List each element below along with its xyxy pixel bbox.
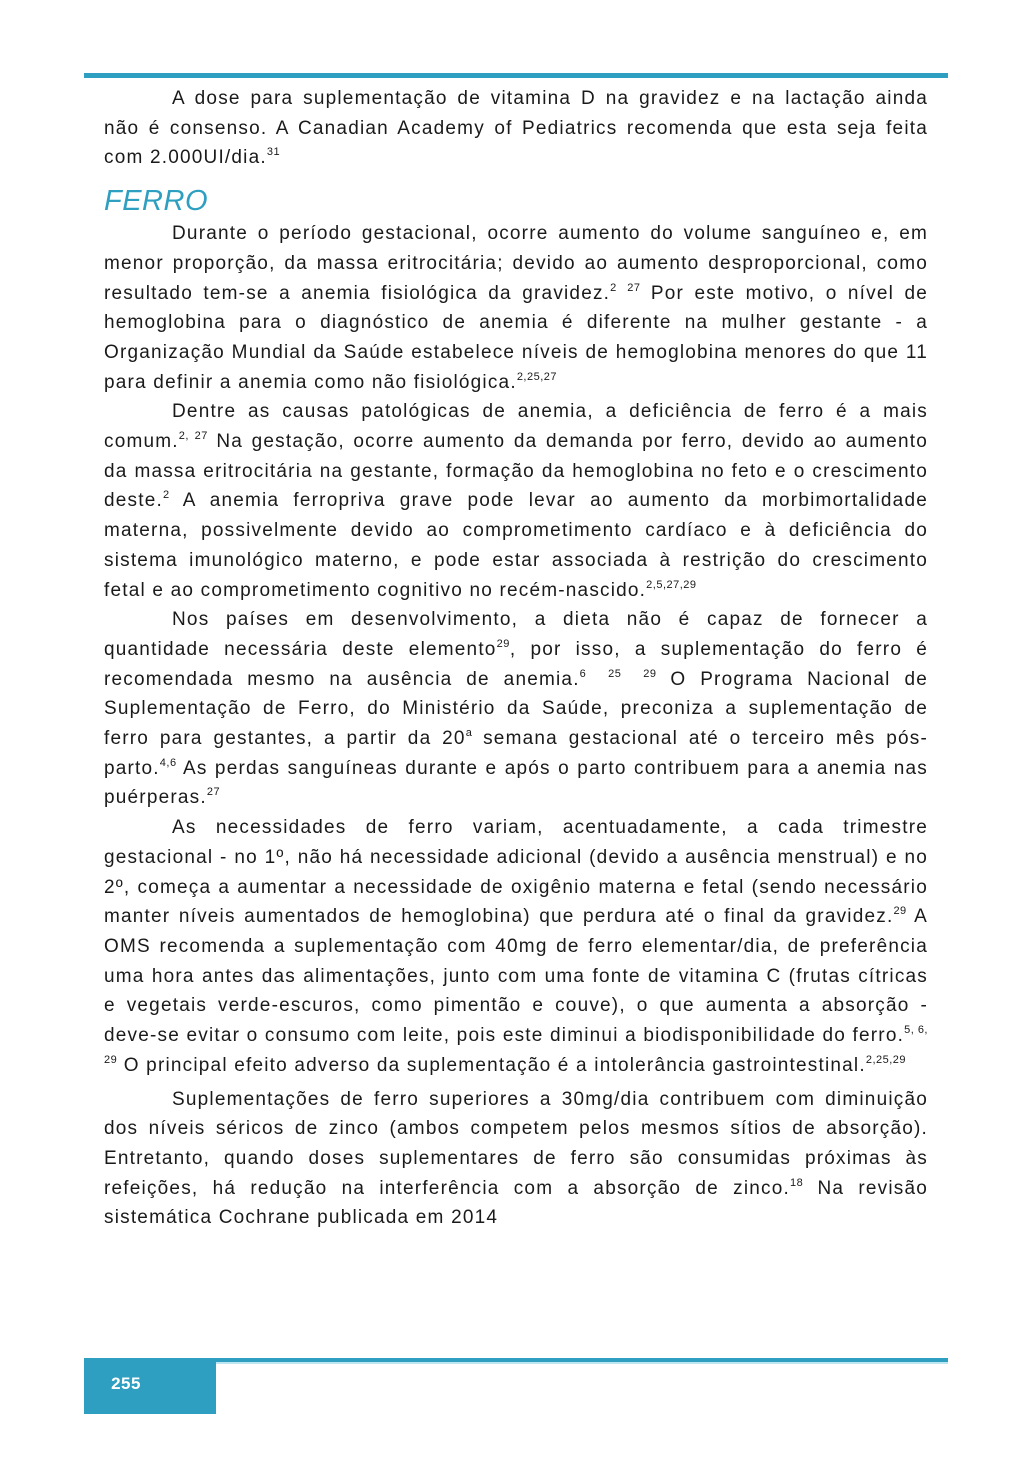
paragraph-2	[104, 397, 928, 605]
intro-paragraph	[104, 84, 928, 173]
paragraph-text: O principal efeito adverso da suplementação é a intolerância gastrointestinal.	[117, 1054, 866, 1076]
citation: 31	[266, 146, 281, 159]
citation: 18	[789, 1176, 804, 1189]
ordinal-indicator: a	[465, 727, 473, 740]
citation: 6 25 29	[579, 667, 657, 680]
header-rule	[84, 73, 948, 78]
paragraph-text: A OMS recomenda a suplementação com 40mg de ferro elementar/dia, de preferência uma hora antes das alimentações, junto com uma fonte de vitamina C (frutas cítricas e vegetais verde-escuros, como pimentão e couve), o que aumenta a absorção - deve-se evitar o consumo com leite, pois este diminui a biodisponibilidade do ferro.	[104, 906, 928, 1047]
citation: 27	[206, 786, 221, 799]
paragraph-text	[617, 283, 627, 304]
citation: 27	[627, 281, 641, 294]
paragraph-text: , por isso, a suplementação do ferro é recomendada mesmo na ausência de anemia.	[104, 638, 928, 690]
footer-rule-highlight	[216, 1362, 948, 1364]
paragraph-text: Na gestação, ocorre aumento da demanda por ferro, devido ao aumento da massa eritrocitária na gestante, formação da hemoglobina no feto e o crescimento deste.	[104, 431, 929, 512]
paragraph-text: As necessidades de ferro variam, acentuadamente, a cada trimestre gestacional - no 1º, não há necessidade adicional (devido a ausência menstrual) e no 2º, começa a aumentar a necessidade de oxigênio materna e fetal (sendo necessário manter níveis aumentados de hemoglobina) que perdura até o final da gravidez.	[104, 817, 928, 928]
page-number-box	[84, 1358, 216, 1414]
paragraph-text: Na revisão sistemática Cochrane publicada em 2014	[104, 1177, 929, 1229]
page-body	[104, 84, 928, 1233]
citation: 29	[893, 905, 907, 918]
paragraph-text: Dentre as causas patológicas de anemia, a deficiência de ferro é a mais comum.	[104, 401, 928, 453]
citation: 2,5,27,29	[646, 578, 697, 591]
citation: 2, 27	[178, 430, 208, 443]
paragraph-5	[104, 1085, 928, 1234]
paragraph-4	[104, 813, 928, 1080]
citation: 2	[162, 489, 170, 502]
page-number: 255	[111, 1374, 141, 1393]
citation: 5, 6, 29	[104, 1024, 928, 1066]
citation: 2,25,29	[865, 1053, 907, 1066]
paragraph-text: semana gestacional até o terceiro mês pós-parto.	[104, 728, 929, 779]
citation: 29	[496, 637, 510, 650]
paragraph-3	[104, 605, 928, 813]
citation: 2,25,27	[516, 370, 558, 383]
section-heading: FERRO	[104, 185, 208, 218]
paragraph-text: A anemia ferropriva grave pode levar ao aumento da morbimortalidade materna, possivelmente devido ao comprometimento cardíaco e à deficiência do sistema imunológico materno, e pode estar associada à restrição do crescimento fetal e ao comprometimento cognitivo no recém-nascido.	[104, 490, 928, 601]
paragraph-text: Durante o período gestacional, ocorre aumento do volume sanguíneo e, em menor proporção, da massa eritrocitária; devido ao aumento desproporcional, como resultado tem-se a anemia fisiológica da gravidez.	[104, 223, 928, 304]
paragraph-text: O Programa Nacional de Suplementação de Ferro, do Ministério da Saúde, preconiza a suplementação de ferro para gestantes, a partir da 20	[104, 668, 928, 750]
citation: 4,6	[159, 756, 177, 769]
paragraph-text: Por este motivo, o nível de hemoglobina para o diagnóstico de anemia é diferente na mulher gestante - a Organização Mundial da Saúde estabelece níveis de hemoglobina menores do que 11 para definir a anemia como não fisiológica.	[104, 282, 928, 393]
paragraph-text: Suplementações de ferro superiores a 30mg/dia contribuem com diminuição dos níveis séricos de zinco (ambos competem pelos mesmos sítios de absorção). Entretanto, quando doses suplementares de ferro são consumidas próximas às refeições, há redução na interferência com a absorção de zinco.	[104, 1088, 928, 1199]
citation: 2	[610, 281, 617, 294]
paragraph-text: As perdas sanguíneas durante e após o parto contribuem para a anemia nas puérperas.	[104, 757, 928, 809]
paragraph-text: Nos países em desenvolvimento, a dieta não é capaz de fornecer a quantidade necessária deste elemento	[104, 609, 928, 660]
paragraph-1	[104, 219, 928, 397]
paragraph-text: A dose para suplementação de vitamina D na gravidez e na lactação ainda não é consenso. A Canadian Academy of Pediatrics recomenda que esta seja feita com 2.000UI/dia.	[104, 88, 928, 169]
